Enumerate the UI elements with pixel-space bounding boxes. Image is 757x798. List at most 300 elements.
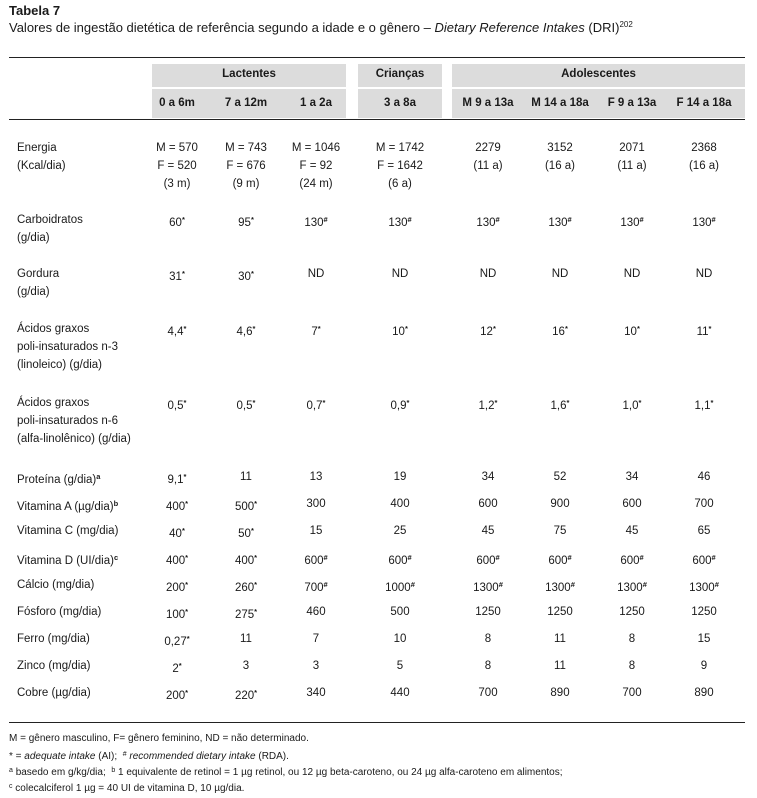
cell-marker: # — [495, 553, 500, 562]
cell-value: 16 — [552, 326, 565, 338]
table-cell — [668, 630, 740, 648]
cell-marker: # — [570, 580, 575, 589]
cell-value: 3 — [312, 660, 320, 672]
cell-value: 1,0 — [622, 400, 639, 412]
cell-value: 11 — [240, 471, 252, 483]
cell-value: 600 — [388, 555, 408, 567]
cell-value: 1300 — [617, 582, 643, 594]
table-cell — [524, 684, 596, 702]
cell-value: 4,4 — [167, 326, 184, 338]
table-cell — [280, 603, 352, 621]
cell-marker: * — [250, 215, 254, 224]
table-cell — [141, 657, 213, 678]
cell-value: 600 — [478, 498, 498, 510]
group-header-lactentes — [152, 64, 346, 87]
cell-value: 600 — [548, 555, 568, 567]
cell-marker: # — [711, 215, 716, 224]
table-cell — [280, 657, 352, 675]
cell-marker: * — [185, 580, 189, 589]
table-cell — [524, 211, 596, 232]
table-cell — [452, 394, 524, 415]
footnote-line1: M = gênero masculino, F= gênero feminino, ND = não determinado. — [9, 733, 309, 744]
cell-marker: * — [183, 398, 187, 407]
table-cell — [452, 522, 524, 540]
footnote-rda-abbrev: (RDA). — [258, 751, 289, 762]
cell-value: 1,1 — [694, 400, 711, 412]
cell-marker: * — [636, 324, 640, 333]
cell-marker: # — [639, 215, 644, 224]
table-cell — [280, 265, 352, 283]
table-cell — [668, 265, 740, 283]
table-cell — [141, 265, 213, 286]
row-label — [17, 394, 131, 448]
cell-line: (16 a) — [688, 160, 720, 172]
table-cell — [210, 576, 282, 597]
cell-value: 1300 — [473, 582, 499, 594]
row-label-line: Ácidos graxos — [17, 323, 90, 335]
cell-value: 1000 — [385, 582, 411, 594]
cell-value: 0,5 — [236, 400, 253, 412]
table-cell — [364, 394, 436, 415]
table-cell — [668, 522, 740, 540]
row-label — [17, 211, 83, 247]
subtitle-reference: 202 — [619, 20, 633, 29]
table-cell — [364, 265, 436, 283]
table-cell — [210, 630, 282, 648]
cell-marker: * — [252, 324, 256, 333]
table-cell — [668, 211, 740, 232]
cell-marker: * — [494, 398, 498, 407]
table-cell — [210, 320, 282, 341]
table-cell — [668, 657, 740, 675]
cell-value: ND — [479, 268, 497, 280]
cell-value: 600 — [692, 555, 712, 567]
row-label-line: Vitamina C (mg/dia) — [17, 525, 119, 537]
cell-value: 0,9 — [390, 400, 407, 412]
row-label-line: Zinco (mg/dia) — [17, 660, 91, 672]
cell-value: 8 — [628, 660, 636, 672]
cell-value: 12 — [480, 326, 493, 338]
cell-value: 15 — [697, 633, 711, 645]
cell-marker: * — [254, 580, 258, 589]
table-cell — [141, 495, 213, 516]
header-bottom-rule — [9, 119, 745, 120]
table-cell — [141, 139, 213, 193]
cell-value: 95 — [238, 217, 251, 229]
table-cell — [210, 394, 282, 415]
cell-value: 8 — [484, 633, 492, 645]
row-label — [17, 320, 118, 374]
table-cell — [210, 468, 282, 486]
cell-marker: * — [492, 324, 496, 333]
table-cell — [596, 522, 668, 540]
cell-line: 2368 — [691, 142, 717, 154]
table-cell — [668, 549, 740, 570]
cell-value: 130 — [692, 217, 712, 229]
cell-marker: # — [323, 215, 328, 224]
cell-marker: # — [407, 553, 412, 562]
row-label — [17, 495, 118, 516]
row-label — [17, 468, 100, 489]
cell-line: 3152 — [547, 142, 573, 154]
cell-value: 50 — [238, 528, 251, 540]
cell-value: 8 — [484, 660, 492, 672]
cell-value: 7 — [311, 326, 318, 338]
cell-value: 500 — [390, 606, 410, 618]
table-cell — [452, 630, 524, 648]
footnote-sup-b: b — [111, 767, 116, 774]
cell-value: 34 — [625, 471, 639, 483]
cell-value: 275 — [234, 609, 255, 621]
cell-marker: * — [183, 472, 187, 481]
table-cell — [452, 576, 524, 597]
cell-line: (11 a) — [617, 160, 647, 172]
group-label-adolescentes: Adolescentes — [561, 68, 636, 80]
row-label-line: (alfa-linolênico) (g/dia) — [17, 433, 131, 445]
cell-marker: * — [186, 634, 190, 643]
cell-value: 440 — [390, 687, 410, 699]
table-cell — [668, 684, 740, 702]
table-cell — [364, 495, 436, 513]
table-cell — [280, 468, 352, 486]
footnote-intake-types — [9, 747, 289, 764]
cell-value: 11 — [240, 633, 252, 645]
cell-marker: * — [322, 398, 326, 407]
cell-marker: # — [495, 215, 500, 224]
table-cell — [141, 394, 213, 415]
cell-value: 0,27 — [164, 636, 187, 648]
cell-value: 0,7 — [306, 400, 323, 412]
footnote-ai-marker: * = — [9, 751, 22, 762]
table-cell — [596, 603, 668, 621]
cell-value: 200 — [165, 582, 186, 594]
group-label-criancas: Crianças — [375, 68, 425, 80]
cell-value: 30 — [238, 271, 251, 283]
footnote-rda-text: recommended dietary intake — [129, 751, 256, 762]
cell-value: 15 — [309, 525, 323, 537]
row-label-line: poli-insaturados n-6 — [17, 415, 119, 427]
table-cell — [596, 320, 668, 341]
cell-value: 700 — [304, 582, 324, 594]
cell-value: 340 — [306, 687, 326, 699]
footnote-sup-c: c — [9, 783, 13, 790]
cell-value: 900 — [550, 498, 570, 510]
column-header: 7 a 12m — [224, 97, 268, 109]
cell-value: 300 — [306, 498, 326, 510]
cell-line: M = 1046 — [291, 142, 341, 154]
cell-marker: * — [638, 398, 642, 407]
table-cell — [668, 139, 740, 175]
cell-marker: # — [323, 580, 328, 589]
cell-value: 400 — [165, 555, 186, 567]
cell-line: (11 a) — [473, 160, 503, 172]
column-header: F 9 a 13a — [607, 97, 657, 109]
table-cell — [280, 211, 352, 232]
cell-value: 31 — [169, 271, 182, 283]
cell-value: 40 — [169, 528, 182, 540]
footnote-abbreviations — [9, 731, 309, 746]
table-cell — [524, 394, 596, 415]
cell-value: ND — [307, 268, 325, 280]
cell-value: ND — [623, 268, 641, 280]
cell-marker: * — [254, 607, 258, 616]
cell-value: 130 — [388, 217, 408, 229]
table-cell — [524, 468, 596, 486]
cell-line: 2279 — [475, 142, 501, 154]
cell-marker: # — [714, 580, 719, 589]
row-label-line: Cálcio (mg/dia) — [17, 579, 95, 591]
table-title: Tabela 7 — [9, 3, 61, 18]
cell-value: 52 — [553, 471, 567, 483]
cell-marker: * — [710, 398, 714, 407]
cell-value: 1300 — [689, 582, 715, 594]
column-header: F 14 a 18a — [676, 97, 732, 109]
table-cell — [524, 265, 596, 283]
cell-value: 19 — [393, 471, 407, 483]
table-cell — [524, 549, 596, 570]
column-header: M 14 a 18a — [531, 97, 589, 109]
table-cell — [364, 630, 436, 648]
table-cell — [524, 603, 596, 621]
row-label-footnote-marker: b — [113, 499, 119, 508]
cell-marker: # — [323, 553, 328, 562]
table-cell — [452, 603, 524, 621]
cell-marker: * — [250, 269, 254, 278]
group-label-lactentes: Lactentes — [222, 68, 276, 80]
subtitle-main: Valores de ingestão dietética de referência segundo a idade e o gênero – — [9, 20, 431, 35]
table-cell — [596, 630, 668, 648]
top-rule — [9, 57, 745, 58]
cell-marker: * — [185, 688, 189, 697]
table-cell — [596, 468, 668, 486]
table-cell — [668, 576, 740, 597]
cell-value: 500 — [234, 501, 255, 513]
cell-line: M = 743 — [225, 142, 267, 154]
cell-value: 10 — [393, 633, 407, 645]
table-cell — [596, 495, 668, 513]
table-cell — [452, 684, 524, 702]
cell-value: 1250 — [547, 606, 573, 618]
cell-line: M = 570 — [156, 142, 198, 154]
table-cell — [280, 522, 352, 540]
cell-marker: * — [254, 499, 258, 508]
cell-value: 2 — [172, 663, 179, 675]
table-cell — [524, 630, 596, 648]
cell-value: 75 — [553, 525, 567, 537]
cell-line: F = 520 — [157, 160, 197, 172]
cell-value: 890 — [550, 687, 570, 699]
table-cell — [364, 549, 436, 570]
cell-line: F = 676 — [226, 160, 266, 172]
table-cell — [452, 211, 524, 232]
cell-value: 200 — [165, 690, 186, 702]
cell-value: 65 — [697, 525, 711, 537]
cell-value: ND — [391, 268, 409, 280]
cell-value: 11 — [696, 326, 709, 338]
cell-value: 3 — [242, 660, 250, 672]
table-cell — [364, 603, 436, 621]
table-cell — [668, 603, 740, 621]
table-cell — [364, 139, 436, 193]
row-label — [17, 265, 59, 301]
table-cell — [141, 630, 213, 651]
table-cell — [210, 603, 282, 624]
table-cell — [596, 211, 668, 232]
footnote-ai-abbrev: (AI); — [98, 751, 118, 762]
table-cell — [141, 468, 213, 489]
table-cell — [364, 684, 436, 702]
table-cell — [452, 139, 524, 175]
cell-value: 890 — [694, 687, 714, 699]
table-cell — [596, 549, 668, 570]
cell-marker: # — [410, 580, 415, 589]
cell-value: 600 — [304, 555, 324, 567]
cell-value: 400 — [165, 501, 186, 513]
table-cell — [280, 630, 352, 648]
table-cell — [141, 211, 213, 232]
cell-line: 2071 — [619, 142, 645, 154]
table-cell — [668, 495, 740, 513]
table-cell — [452, 495, 524, 513]
table-cell — [210, 139, 282, 193]
table-cell — [280, 576, 352, 597]
cell-value: 460 — [306, 606, 326, 618]
cell-value: ND — [551, 268, 569, 280]
cell-marker: * — [185, 553, 189, 562]
table-cell — [210, 495, 282, 516]
footnote-protein: basedo em g/kg/dia; — [15, 767, 106, 778]
cell-marker: # — [567, 215, 572, 224]
footnote-protein-retinol — [9, 763, 563, 780]
row-label-line: Ácidos graxos — [17, 397, 90, 409]
row-label-footnote-marker: c — [113, 553, 119, 562]
cell-value: 11 — [554, 660, 566, 672]
cell-value: 400 — [390, 498, 410, 510]
cell-value: 600 — [620, 555, 640, 567]
table-cell — [141, 549, 213, 570]
cell-value: 60 — [169, 217, 182, 229]
cell-value: 1250 — [475, 606, 501, 618]
cell-value: ND — [695, 268, 713, 280]
cell-marker: * — [254, 688, 258, 697]
table-cell — [452, 549, 524, 570]
table-cell — [210, 211, 282, 232]
table-cell — [364, 576, 436, 597]
row-label-line: Cobre (µg/dia) — [17, 687, 91, 699]
table-cell — [452, 657, 524, 675]
table-cell — [524, 495, 596, 513]
row-label-line: (g/dia) — [17, 286, 50, 298]
row-label — [17, 684, 91, 702]
cell-marker: * — [254, 553, 258, 562]
cell-marker: # — [567, 553, 572, 562]
table-cell — [141, 576, 213, 597]
cell-value: 8 — [628, 633, 636, 645]
cell-value: 25 — [393, 525, 407, 537]
table-cell — [364, 522, 436, 540]
row-label-line: (Kcal/dia) — [17, 160, 66, 172]
cell-marker: * — [250, 526, 254, 535]
table-cell — [141, 603, 213, 624]
row-label-line: (linoleico) (g/dia) — [17, 359, 103, 371]
cell-value: 1250 — [619, 606, 645, 618]
cell-line: (16 a) — [544, 160, 576, 172]
table-cell — [452, 320, 524, 341]
cell-line: (24 m) — [299, 178, 333, 190]
table-cell — [452, 468, 524, 486]
cell-marker: # — [711, 553, 716, 562]
row-label-footnote-marker: a — [96, 472, 101, 481]
cell-value: 1,6 — [550, 400, 567, 412]
cell-value: 700 — [694, 498, 714, 510]
table-cell — [596, 657, 668, 675]
cell-marker: * — [181, 215, 185, 224]
table-cell — [524, 522, 596, 540]
cell-value: 45 — [481, 525, 495, 537]
cell-marker: * — [404, 324, 408, 333]
cell-marker: * — [406, 398, 410, 407]
table-cell — [524, 576, 596, 597]
row-label — [17, 522, 118, 540]
cell-marker: # — [407, 215, 412, 224]
row-label-line: Gordura — [17, 268, 60, 280]
cell-value: 11 — [554, 633, 566, 645]
cell-line: F = 1642 — [377, 160, 423, 172]
table-cell — [210, 684, 282, 705]
table-cell — [280, 495, 352, 513]
cell-marker: # — [642, 580, 647, 589]
footnote-vitamin-d — [9, 779, 244, 796]
table-cell — [210, 522, 282, 543]
group-header-criancas — [358, 64, 442, 87]
table-cell — [524, 320, 596, 341]
bottom-rule — [9, 722, 745, 723]
cell-value: 130 — [304, 217, 324, 229]
cell-value: 1300 — [545, 582, 571, 594]
cell-value: 400 — [234, 555, 255, 567]
table-cell — [596, 394, 668, 415]
cell-marker: # — [639, 553, 644, 562]
cell-value: 100 — [165, 609, 186, 621]
cell-value: 700 — [622, 687, 642, 699]
row-label-line: Vitamina A (µg/dia) — [17, 501, 114, 513]
cell-marker: * — [566, 398, 570, 407]
table-cell — [596, 265, 668, 283]
cell-value: 9,1 — [167, 474, 184, 486]
cell-value: 130 — [620, 217, 640, 229]
cell-marker: * — [564, 324, 568, 333]
row-label-line: Energia — [17, 142, 57, 154]
cell-value: 220 — [234, 690, 255, 702]
table-cell — [364, 320, 436, 341]
footnote-rda-marker: # — [122, 751, 127, 758]
cell-value: 9 — [700, 660, 708, 672]
cell-line: (3 m) — [163, 178, 191, 190]
table-cell — [364, 468, 436, 486]
column-header: M 9 a 13a — [462, 97, 514, 109]
cell-value: 45 — [625, 525, 639, 537]
cell-marker: * — [252, 398, 256, 407]
cell-marker: * — [185, 607, 189, 616]
table-cell — [452, 265, 524, 283]
column-header: 3 a 8a — [384, 97, 416, 109]
cell-value: 10 — [392, 326, 405, 338]
cell-value: 10 — [624, 326, 637, 338]
cell-marker: * — [181, 269, 185, 278]
cell-value: 700 — [478, 687, 498, 699]
row-label — [17, 576, 94, 594]
table-cell — [280, 320, 352, 341]
